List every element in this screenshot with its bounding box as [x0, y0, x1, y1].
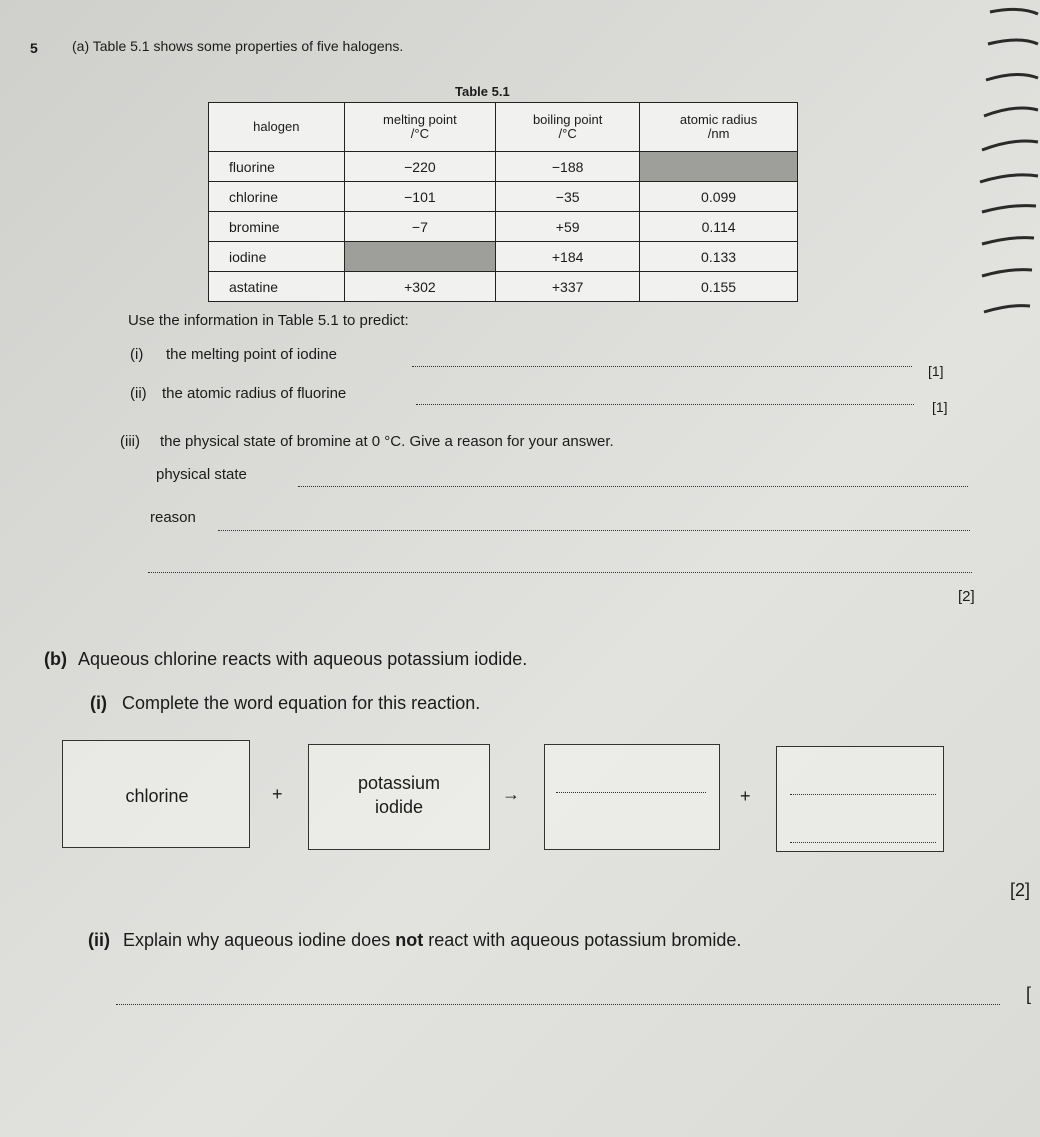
product-2-answer-line-2[interactable]: [790, 842, 936, 843]
product-2-box: [776, 746, 944, 852]
table-row: [209, 152, 798, 182]
header-atomic-radius: atomic radius /nm: [640, 103, 798, 152]
a-iii-text: the physical state of bromine at 0 °C. Give a reason for your answer.: [160, 433, 614, 450]
b-i-label: (i): [90, 693, 107, 713]
cell-boiling-point: −188: [496, 152, 640, 182]
b-ii-mark: [: [1026, 984, 1032, 1004]
b-ii-text-pre: Explain why aqueous iodine does: [123, 930, 396, 950]
cell-boiling-point: +59: [496, 212, 640, 242]
table-row: [209, 242, 798, 272]
cell-melting-point: −101: [344, 182, 496, 212]
table-caption: Table 5.1: [455, 84, 510, 99]
part-b-label: (b): [44, 649, 67, 669]
reason-label: reason: [150, 509, 196, 526]
header-halogen: halogen: [209, 103, 345, 152]
table-row: [209, 272, 798, 302]
b-i-text: Complete the word equation for this reaction.: [122, 693, 481, 713]
question-number: 5: [30, 40, 38, 56]
header-boiling-point: boiling point /°C: [496, 103, 640, 152]
b-ii-text-bold: not: [395, 930, 424, 950]
part-b-ii: [88, 930, 741, 951]
plus-sign-1: +: [272, 784, 283, 804]
table-header-row: [209, 103, 798, 152]
halogen-table: [208, 102, 798, 302]
reactant-potassium-iodide: [308, 771, 490, 819]
b-ii-text-post: react with aqueous potassium bromide.: [423, 930, 742, 950]
cell-atomic-radius-blank: [640, 152, 798, 182]
a-i-answer-line[interactable]: [412, 366, 912, 367]
a-i-label: (i): [130, 346, 144, 363]
use-information-instruction: Use the information in Table 5.1 to predict:: [128, 312, 409, 329]
a-ii-label: (ii): [130, 385, 147, 402]
product-1-answer-line[interactable]: [556, 792, 706, 793]
cell-atomic-radius: 0.114: [640, 212, 798, 242]
cell-atomic-radius: 0.155: [640, 272, 798, 302]
cell-boiling-point: −35: [496, 182, 640, 212]
product-2-answer-line-1[interactable]: [790, 794, 936, 795]
part-a-intro: [72, 38, 403, 54]
physical-state-label: physical state: [156, 466, 247, 483]
cell-melting-point: +302: [344, 272, 496, 302]
cell-melting-point: −220: [344, 152, 496, 182]
part-b: [44, 649, 527, 670]
part-b-i: [90, 693, 480, 714]
a-i-mark: [1]: [928, 363, 944, 379]
cell-halogen: fluorine: [209, 152, 345, 182]
cell-boiling-point: +337: [496, 272, 640, 302]
physical-state-answer-line[interactable]: [298, 486, 968, 487]
cell-halogen: iodine: [209, 242, 345, 272]
cell-halogen: astatine: [209, 272, 345, 302]
potassium-text: potassium: [357, 773, 441, 793]
a-ii-mark: [1]: [932, 399, 948, 415]
b-i-mark: [2]: [1010, 880, 1031, 900]
a-ii-answer-line[interactable]: [416, 404, 914, 405]
cell-melting-point-blank: [344, 242, 496, 272]
a-iii-mark: [2]: [958, 588, 975, 605]
b-ii-answer-line[interactable]: [116, 1004, 1000, 1005]
reason-answer-line-2[interactable]: [148, 572, 972, 573]
part-a-intro-text: Table 5.1 shows some properties of five halogens.: [92, 38, 404, 54]
a-ii-text: the atomic radius of fluorine: [162, 385, 347, 402]
cell-melting-point: −7: [344, 212, 496, 242]
reactant-chlorine: chlorine: [125, 786, 189, 806]
table-row: [209, 182, 798, 212]
a-iii-label: (iii): [120, 433, 140, 450]
b-ii-label: (ii): [88, 930, 110, 950]
product-1-box: [544, 744, 720, 850]
cell-halogen: chlorine: [209, 182, 345, 212]
cell-boiling-point: +184: [496, 242, 640, 272]
cell-halogen: bromine: [209, 212, 345, 242]
cell-atomic-radius: 0.099: [640, 182, 798, 212]
part-a-label: (a): [72, 38, 90, 54]
table-row: [209, 212, 798, 242]
header-melting-point: melting point /°C: [344, 103, 496, 152]
plus-sign-2: +: [740, 786, 751, 806]
binder-rings: [970, 0, 1040, 440]
reaction-arrow: →: [502, 784, 520, 804]
reason-answer-line-1[interactable]: [218, 530, 970, 531]
a-i-text: the melting point of iodine: [166, 346, 337, 363]
iodide-text: iodide: [374, 797, 424, 817]
part-b-text: Aqueous chlorine reacts with aqueous potassium iodide.: [78, 649, 528, 669]
cell-atomic-radius: 0.133: [640, 242, 798, 272]
